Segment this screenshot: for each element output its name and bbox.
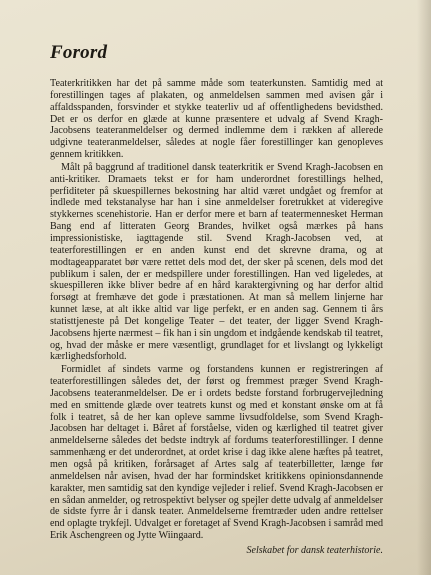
paragraph-2: Målt på baggrund af traditionel dansk teaterkritik er Svend Kragh-Jacobsen en anti-kritiker. Dramaets tekst er for ham underordnet forestillings helhed, perfiditeter på skuespillernes bekostning har altid været undgået og fremfor at indlede med tekstanalyse har han i sine anmeldelser foretrukket at videregive stykkernes scenehistorie. Han er derfor mere et barn af teatermennesket Herman Bang end af litteraten Georg Brandes, hvilket også mærkes på hans impressionistiske, iagttagende stil. Svend Kragh-Jacobsen ved, at teaterforestillingen er en anden kunst end det skrevne drama, og at modtageapparatet bør være rettet dels mod det, der sker på scenen, dels mod det publikum i salen, der er medspillere under forestillingen. Han ved ligeledes, at skuespilleren ikke bliver bedre af en hård karaktergivning og har derfor altid forsøgt at fremhæve det gode i præstationen. At man så mellem linjerne har kunnet læse, at alt ikke altid var lige perfekt, er en anden sag. Gennem ti års statisttjeneste på Det kongelige Teater – det teater, der ligger Svend Kragh-Jacobsens hjerte nærmest – fik han i sin ungdom et indgående kendskab til teatret, og, hvad der måske er mere væsentligt, grundlaget for et livslangt og lykkeligt kærlighedsforhold.: [50, 161, 383, 363]
paragraph-3: Formidlet af sindets varme og forstandens kunnen er registreringen af teaterforestillingen således det, der først og fremmest præger Svend Kragh-Jacobsens teateranmeldelser. De er i ordets bedste forstand forbrugervejledning med en smittende glæde over teatrets kunst og med et konstant ønske om at få folk i teatret, så de her kan opleve samme livsudfoldelse, som Svend Kragh-Jacobsen har deltaget i. Båret af forståelse, viden og kærlighed til teatret giver anmeldelserne således det bedste indtryk af fordums teaterforestillinger. I denne sammenhæng er det underordnet, at ordet krise i dag ikke alene hæftes på teatret, men også på kritiken, forårsaget af Artes salg af teaterbilletter, længe før anmeldelsen når avisen, hvad der har formindsket kritikkens opinionsdannende karakter, men samtidig sat den kyndige vejleder i relief. Svend Kragh-Jacobsen er en sådan anmelder, og retrospektivt belyser og spejler dette udvalg af anmeldelser de sidste fyrre år i dansk teater. Anmeldelserne fremtræder uden andre rettelser end oplagte trykfejl. Udvalget er foretaget af Svend Kragh-Jacobsen i samråd med Erik Aschengreen og Jytte Wiingaard.: [50, 364, 383, 542]
page-title: Forord: [50, 42, 108, 63]
signature: Selskabet for dansk teaterhistorie.: [246, 544, 383, 556]
paragraph-1: Teaterkritikken har det på samme måde som teaterkunsten. Samtidig med at forestillingen tages af plakaten, og anmeldelsen sammen med avisen går i affaldsspanden, forsvinder et stykke teaterliv ud af offentlighedens bevidsthed. Det er os derfor en glæde at kunne præsentere et udvalg af Svend Kragh-Jacobsens teateranmeldelser og dermed indlemme dem i rækken af allerede udgivne teateranmeldelser, således at nogle fåer forestillinger kan genopleves gennem kritikken.: [50, 78, 383, 161]
